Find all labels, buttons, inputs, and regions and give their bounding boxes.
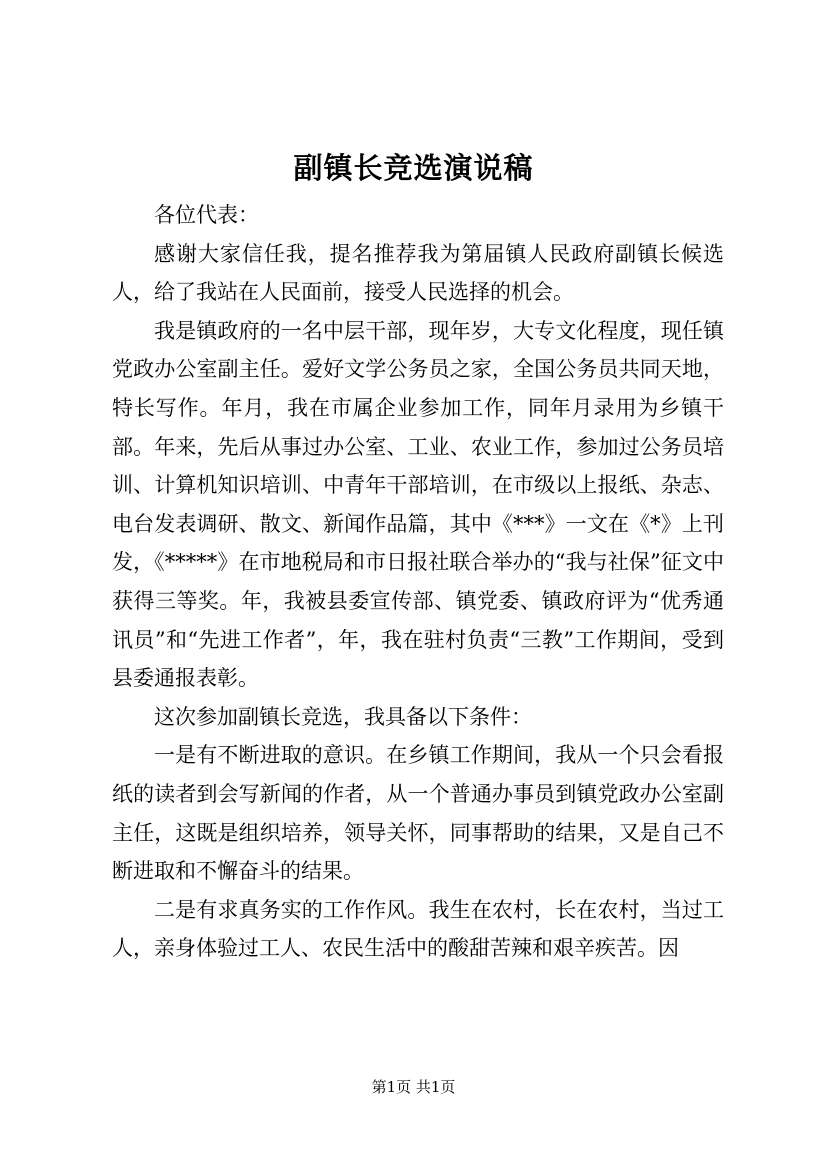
document-body — [112, 196, 724, 968]
paragraph-condition-two: 二是有求真务实的工作作风。我生在农村，长在农村，当过工人，亲身体验过工人、农民生活中的酸甜苦辣和艰辛疾苦。因 — [112, 897, 724, 961]
page-number-footer: 第1页 共1页 — [371, 1078, 456, 1096]
paragraph-conditions-intro: 这次参加副镇长竞选，我具备以下条件： — [154, 704, 532, 729]
paragraph-condition-one: 一是有不断进取的意识。在乡镇工作期间，我从一个只会看报纸的读者到会写新闻的作者，从一个普通办事员到镇党政办公室副主任，这既是组织培养，领导关怀，同事帮助的结果，又是自己不断进取和不懈奋斗的结果。 — [112, 743, 724, 884]
paragraph-self-introduction: 我是镇政府的一名中层干部，现年岁，大专文化程度，现任镇党政办公室副主任。爱好文学公务员之家，全国公务员共同天地，特长写作。年月，我在市属企业参加工作，同年月录用为乡镇干部。年来，先后从事过办公室、工业、农业工作，参加过公务员培训、计算机知识培训、中青年干部培训，在市级以上报纸、杂志、电台发表调研、散文、新闻作品篇，其中《***》一文在《*》上刊发，《*****》在市地税局和市日报社联合举办的“我与社保”征文中获得三等奖。年，我被县委宣传部、镇党委、镇政府评为“优秀通讯员”和“先进工作者”，年，我在驻村负责“三教”工作期间，受到县委通报表彰。 — [112, 318, 724, 691]
paragraph-salutation: 各位代表： — [154, 203, 259, 227]
paragraph-thanks: 感谢大家信任我，提名推荐我为第届镇人民政府副镇长候选人，给了我站在人民面前，接受人民选择的机会。 — [112, 241, 724, 305]
document-title: 副镇长竞选演说稿 — [293, 151, 534, 185]
